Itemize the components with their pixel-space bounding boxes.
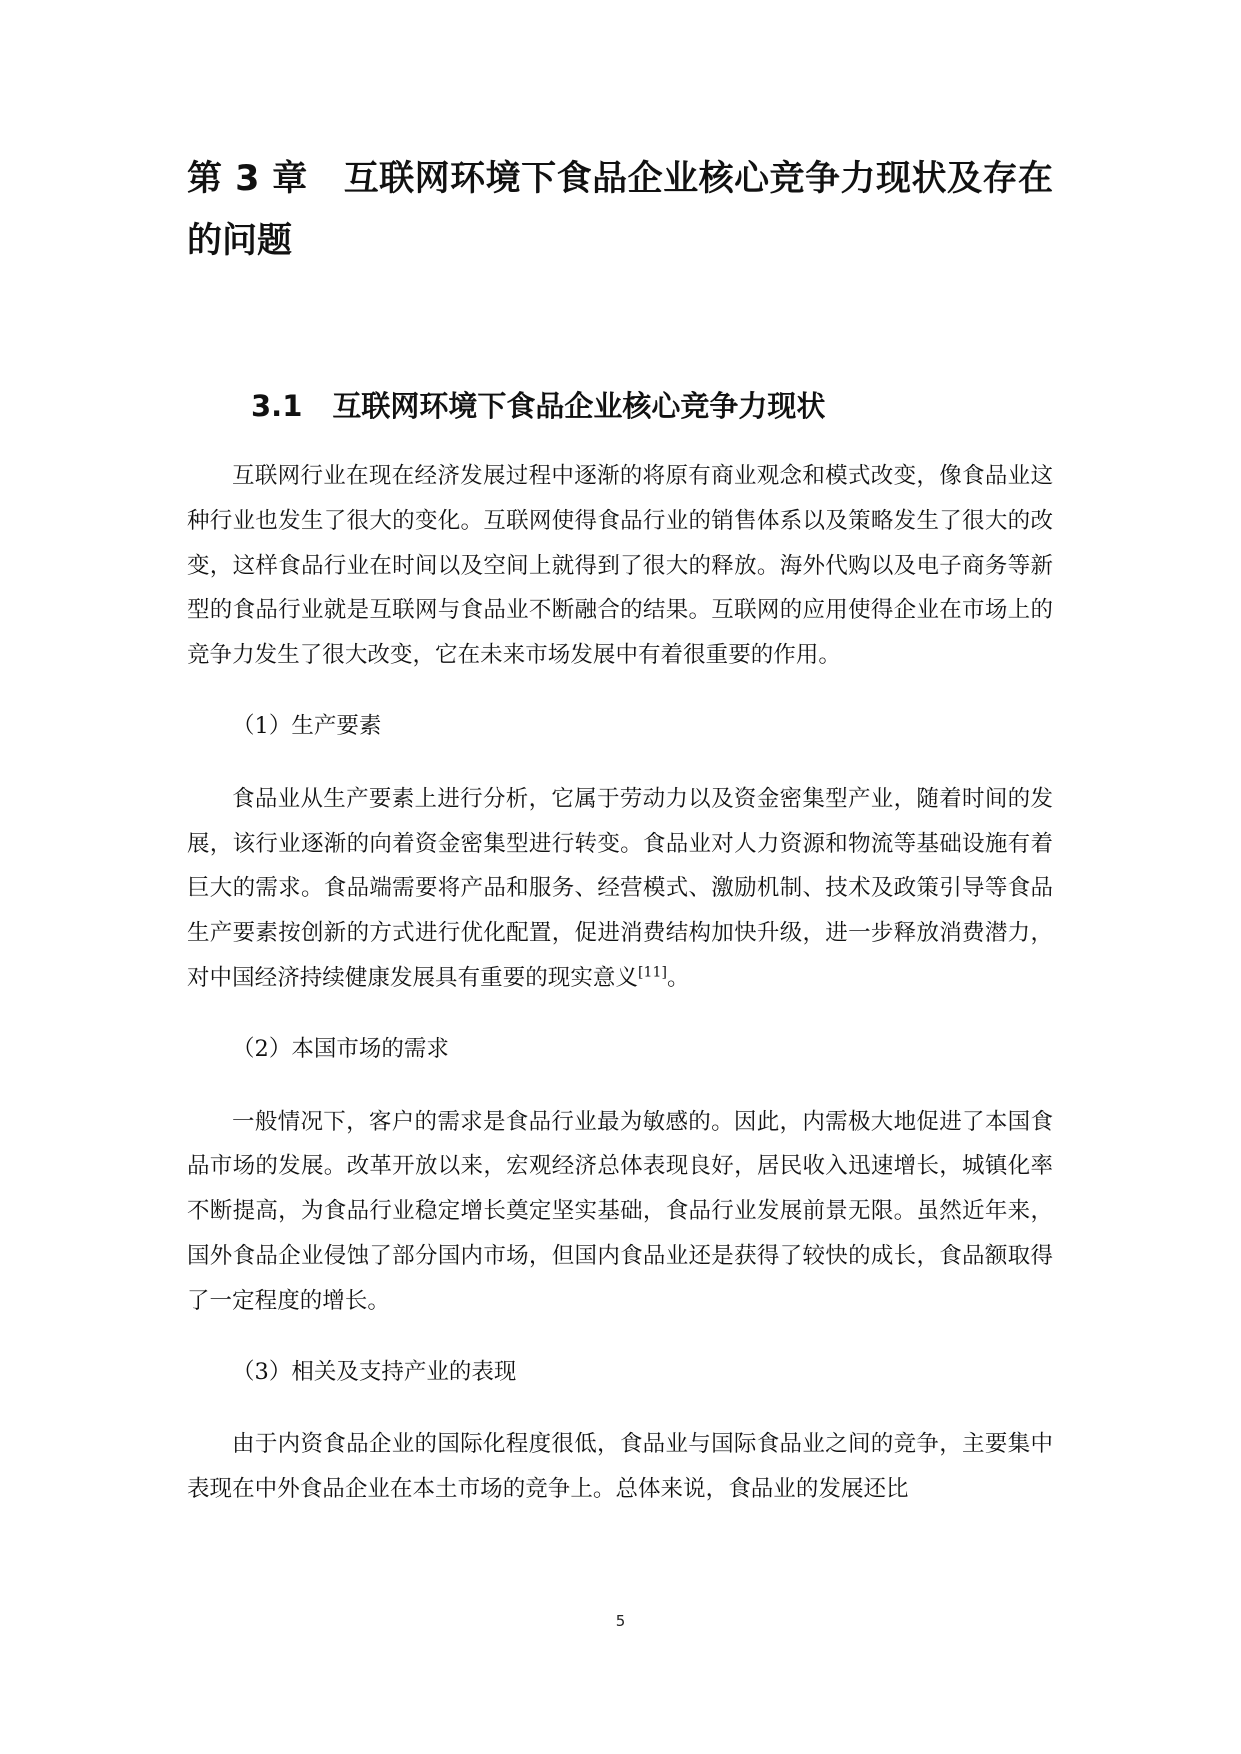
paragraph-end-punctuation: 。	[666, 964, 690, 991]
section-title	[251, 386, 1053, 426]
section-number: 3.1	[251, 389, 303, 423]
subheading-domestic-demand: （2）本国市场的需求	[232, 1035, 449, 1062]
production-factors-paragraph	[187, 777, 1053, 1001]
subheading-production-factors: （1）生产要素	[232, 712, 382, 739]
chapter-title-text: 互联网环境下食品企业核心竞争力现状及存在的问题	[187, 159, 1053, 261]
chapter-title	[187, 148, 1053, 272]
chapter-number: 第 3 章	[187, 159, 308, 199]
subheading-supporting-industries: （3）相关及支持产业的表现	[232, 1358, 517, 1385]
domestic-demand-paragraph: 一般情况下，客户的需求是食品行业最为敏感的。因此，内需极大地促进了本国食品市场的发展。改革开放以来，宏观经济总体表现良好，居民收入迅速增长，城镇化率不断提高，为食品行业稳定增长奠定坚实基础，食品行业发展前景无限。虽然近年来，国外食品企业侵蚀了部分国内市场，但国内食品业还是获得了较快的成长，食品额取得了一定程度的增长。	[187, 1108, 1053, 1314]
citation-reference: [11]	[638, 964, 667, 981]
supporting-industries-paragraph: 由于内资食品企业的国际化程度很低，食品业与国际食品业之间的竞争，主要集中表现在中外食品企业在本土市场的竞争上。总体来说，食品业的发展还比	[187, 1431, 1053, 1503]
section-title-text: 互联网环境下食品企业核心竞争力现状	[332, 389, 826, 423]
production-factors-text: 食品业从生产要素上进行分析，它属于劳动力以及资金密集型产业，随着时间的发展，该行业逐渐的向着资金密集型进行转变。食品业对人力资源和物流等基础设施有着巨大的需求。食品端需要将产品和服务、经营模式、激励机制、技术及政策引导等食品生产要素按创新的方式进行优化配置，促进消费结构加快升级，进一步释放消费潜力，对中国经济持续健康发展具有重要的现实意义	[187, 785, 1053, 991]
page-number: 5	[615, 1612, 626, 1630]
intro-paragraph: 互联网行业在现在经济发展过程中逐渐的将原有商业观念和模式改变，像食品业这种行业也发生了很大的变化。互联网使得食品行业的销售体系以及策略发生了很大的改变，这样食品行业在时间以及空间上就得到了很大的释放。海外代购以及电子商务等新型的食品行业就是互联网与食品业不断融合的结果。互联网的应用使得企业在市场上的竞争力发生了很大改变，它在未来市场发展中有着很重要的作用。	[187, 463, 1053, 669]
page-content	[187, 148, 1053, 1512]
